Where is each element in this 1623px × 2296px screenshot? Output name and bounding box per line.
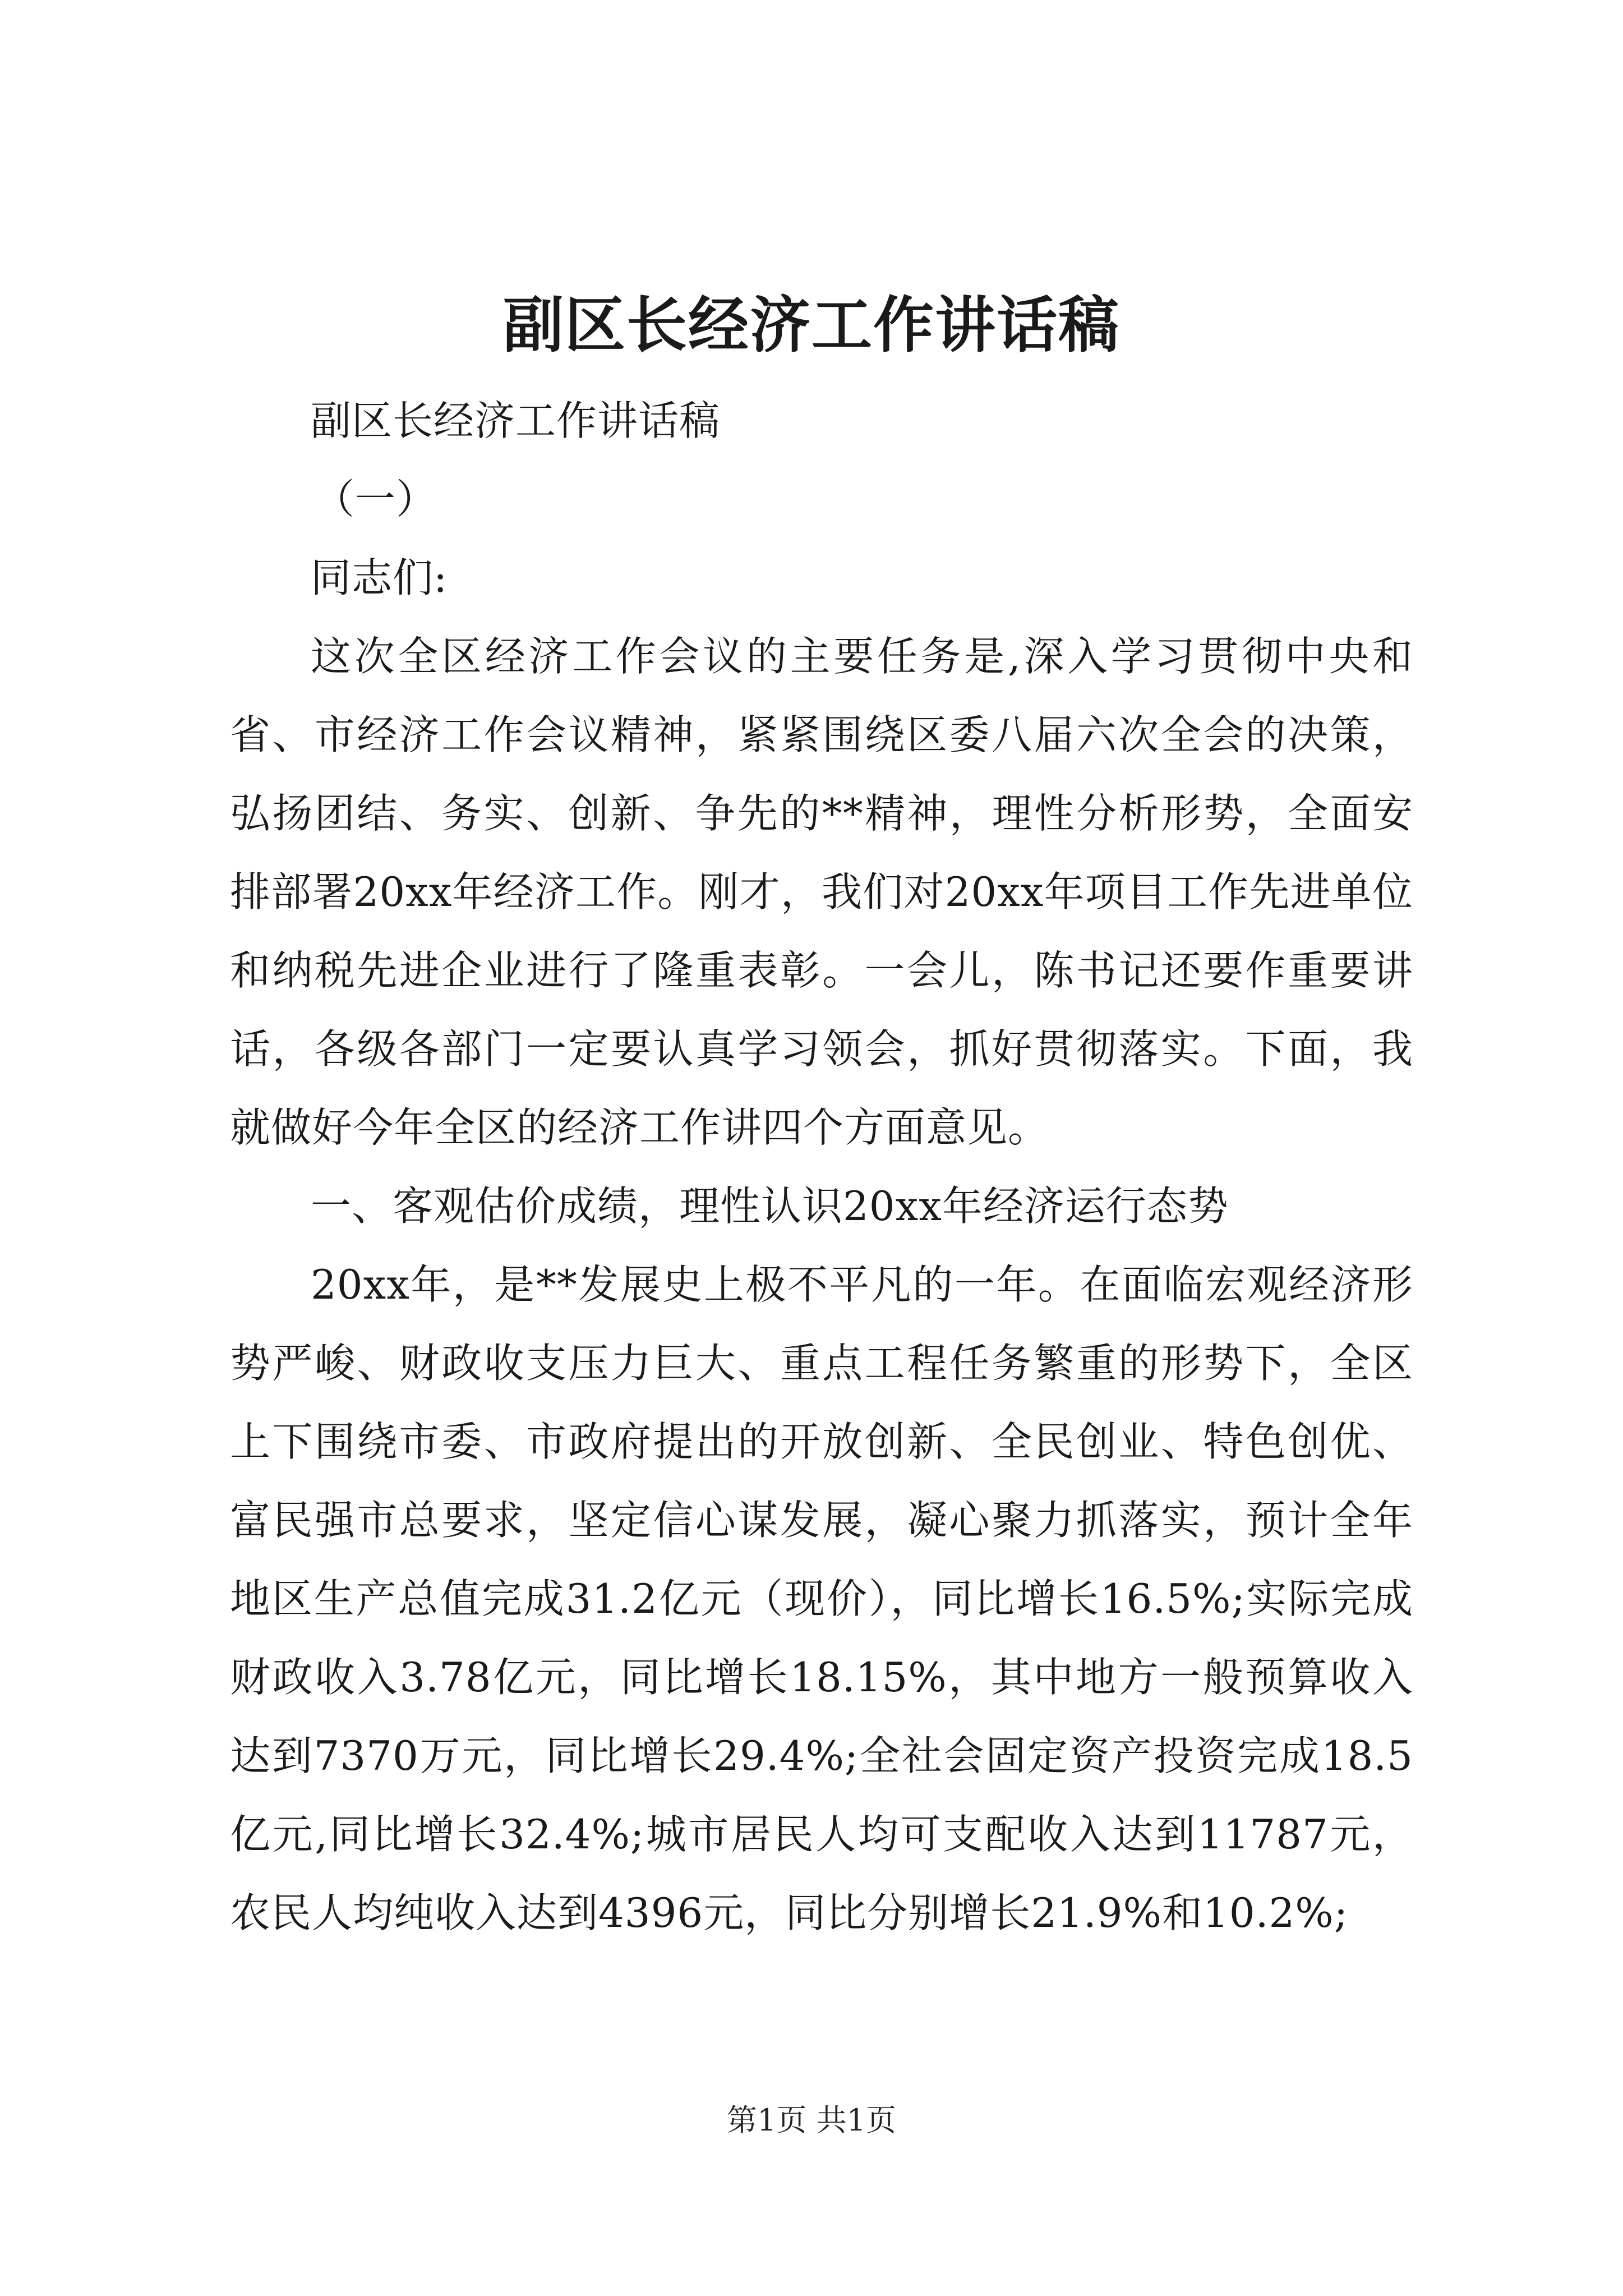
intro-paragraph: 这次全区经济工作会议的主要任务是,深入学习贯彻中央和省、市经济工作会议精神，紧紧围绕区委八届六次全会的决策，弘扬团结、务实、创新、争先的**精神，理性分析形势，全面安排部署20xx年经济工作。刚才，我们对20xx年项目工作先进单位和纳税先进企业进行了隆重表彰。一会儿，陈书记还要作重要讲话，各级各部门一定要认真学习领会，抓好贯彻落实。下面，我就做好今年全区的经济工作讲四个方面意见。 — [230, 633, 1413, 1151]
page-footer: 第1页 共1页 — [727, 2102, 896, 2138]
subtitle-paragraph: 副区长经济工作讲话稿 — [311, 397, 721, 444]
section-number-paragraph: （一） — [314, 476, 437, 523]
document-body — [230, 381, 1413, 1952]
document-title: 副区长经济工作讲话稿 — [502, 290, 1120, 361]
salutation-paragraph: 同志们: — [311, 554, 448, 601]
body-paragraph: 20xx年，是**发展史上极不平凡的一年。在面临宏观经济形势严峻、财政收支压力巨大、重点工程任务繁重的形势下，全区上下围绕市委、市政府提出的开放创新、全民创业、特色创优、富民强市总要求，坚定信心谋发展，凝心聚力抓落实，预计全年地区生产总值完成31.2亿元（现价），同比增长16.5%;实际完成财政收入3.78亿元，同比增长18.15%，其中地方一般预算收入达到7370万元，同比增长29.4%;全社会固定资产投资完成18.5亿元,同比增长32.4%;城市居民人均可支配收入达到11787元，农民人均纯收入达到4396元，同比分别增长21.9%和10.2%; — [230, 1261, 1413, 1936]
section-heading-paragraph: 一、客观估价成绩，理性认识20xx年经济运行态势 — [311, 1182, 1229, 1230]
